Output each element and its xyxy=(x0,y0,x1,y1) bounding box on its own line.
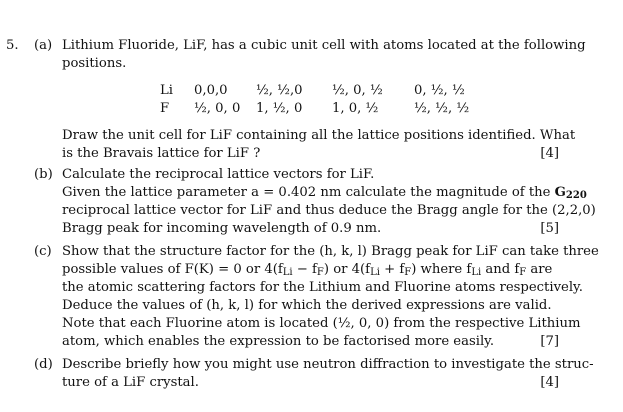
part-c-line-5: Note that each Fluorine atom is located (½, 0, 0) from the respective Lithium xyxy=(62,316,581,331)
sf-text-3: ) or 4(f xyxy=(323,262,371,277)
li-coord-1: 0,0,0 xyxy=(194,83,228,98)
sf-sub-li-1: Li xyxy=(282,267,293,278)
part-d-line-2: ture of a LiF crystal. xyxy=(62,375,199,390)
part-a-line-3: Draw the unit cell for LiF containing all the lattice positions identified. What xyxy=(62,128,576,143)
li-coord-4: 0, ½, ½ xyxy=(414,83,465,98)
question-number: 5. xyxy=(6,38,19,53)
sf-text-4: + f xyxy=(379,262,405,277)
part-b-line-4: Bragg peak for incoming wavelength of 0.9 nm. xyxy=(62,221,382,236)
g-vector-symbol: G xyxy=(554,185,566,200)
positions-row-li xyxy=(160,82,500,100)
f-coord-1: ½, 0, 0 xyxy=(194,101,241,116)
part-c-label: (c) xyxy=(34,244,52,259)
part-d-label: (d) xyxy=(34,357,53,372)
atom-li: Li xyxy=(160,83,173,98)
part-c-line-3: the atomic scattering factors for the Lithium and Fluorine atoms respectively. xyxy=(62,280,583,295)
part-a-label: (a) xyxy=(34,38,53,53)
part-a-marks: [4] xyxy=(540,146,559,161)
part-c-line-4: Deduce the values of (h, k, l) for which the derived expressions are valid. xyxy=(62,298,552,313)
f-coord-4: ½, ½, ½ xyxy=(414,101,470,116)
part-a-line-4: is the Bravais lattice for LiF ? xyxy=(62,146,261,161)
part-b-line-3: reciprocal lattice vector for LiF and thus deduce the Bragg angle for the (2,2,0) xyxy=(62,203,596,218)
sf-sub-f-2: F xyxy=(404,267,412,278)
li-coord-2: ½, ½,0 xyxy=(256,83,303,98)
part-c-line-1: Show that the structure factor for the (h, k, l) Bragg peak for LiF can take three xyxy=(62,244,599,259)
part-a-line-1: Lithium Fluoride, LiF, has a cubic unit cell with atoms located at the following xyxy=(62,38,586,53)
li-coord-3: ½, 0, ½ xyxy=(332,83,383,98)
f-coord-2: 1, ½, 0 xyxy=(256,101,303,116)
part-c-line-6: atom, which enables the expression to be factorised more easily. xyxy=(62,334,495,349)
f-coord-3: 1, 0, ½ xyxy=(332,101,379,116)
part-b-line-1: Calculate the reciprocal lattice vectors for LiF. xyxy=(62,167,375,182)
g-vector-subscript: 220 xyxy=(565,190,587,201)
sf-sub-f-1: F xyxy=(316,267,324,278)
part-b-line-2-text: Given the lattice parameter a = 0.402 nm calculate the magnitude of the xyxy=(62,185,551,200)
part-d-marks: [4] xyxy=(540,375,559,390)
positions-row-f xyxy=(160,100,500,118)
sf-text-6: and f xyxy=(481,262,520,277)
sf-sub-li-2: Li xyxy=(370,267,380,278)
part-c-marks: [7] xyxy=(540,334,559,349)
part-b-label: (b) xyxy=(34,167,53,182)
part-b-marks: [5] xyxy=(540,221,559,236)
sf-text-2: − f xyxy=(292,262,317,277)
part-a-line-2: positions. xyxy=(62,56,127,71)
part-d-line-1: Describe briefly how you might use neutron diffraction to investigate the struc- xyxy=(62,357,594,372)
sf-text-1: possible values of F(K) = 0 or 4(f xyxy=(62,262,283,277)
atom-f: F xyxy=(160,101,170,116)
sf-text-5: ) where f xyxy=(411,262,472,277)
sf-sub-f-3: F xyxy=(519,267,527,278)
sf-sub-li-3: Li xyxy=(471,267,482,278)
sf-text-7: are xyxy=(526,262,553,277)
